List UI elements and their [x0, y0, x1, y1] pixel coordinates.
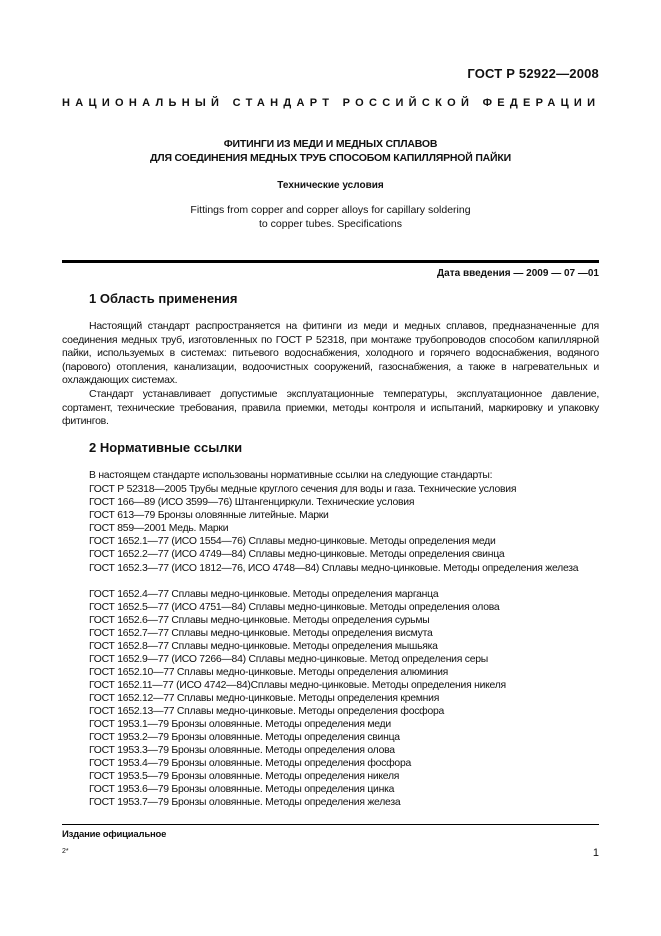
reference-item: ГОСТ 1652.4—77 Сплавы медно-цинковые. Методы определения марганца [89, 589, 439, 600]
reference-item: ГОСТ 1652.9—77 (ИСО 7266—84) Сплавы медно-цинковые. Метод определения серы [89, 654, 488, 665]
sheet-mark: 2* [62, 848, 69, 855]
reference-item: ГОСТ 1953.6—79 Бронзы оловянные. Методы определения цинка [89, 784, 395, 795]
page-number: 1 [592, 847, 599, 859]
english-title-line-2: to copper tubes. Specifications [258, 218, 402, 230]
section-2-intro: В настоящем стандарте использованы нормативные ссылки на следующие стандарты: [89, 470, 493, 481]
reference-item: ГОСТ 1652.6—77 Сплавы медно-цинковые. Методы определения сурьмы [89, 615, 430, 626]
reference-item: ГОСТ 1953.4—79 Бронзы оловянные. Методы определения фосфора [89, 758, 412, 769]
header-rule [62, 260, 599, 263]
subtitle: Технические условия [277, 180, 384, 191]
section-1-heading: 1 Область применения [89, 291, 238, 306]
reference-item: ГОСТ 1652.7—77 Сплавы медно-цинковые. Методы определения висмута [89, 628, 433, 639]
reference-item: ГОСТ 859—2001 Медь. Марки [89, 523, 229, 534]
reference-item: ГОСТ 1652.11—77 (ИСО 4742—84)Сплавы медно-цинковые. Методы определения никеля [89, 680, 506, 691]
reference-item: ГОСТ 1652.10—77 Сплавы медно-цинковые. Методы определения алюминия [89, 667, 449, 678]
reference-item: ГОСТ Р 52318—2005 Трубы медные круглого сечения для воды и газа. Технические условия [89, 484, 517, 495]
reference-item: ГОСТ 1953.5—79 Бронзы оловянные. Методы определения никеля [89, 771, 400, 782]
reference-item: ГОСТ 1652.1—77 (ИСО 1554—76) Сплавы медно-цинковые. Методы определения меди [89, 536, 496, 547]
official-edition-label: Издание официальное [62, 829, 167, 840]
reference-item: ГОСТ 1652.12—77 Сплавы медно-цинковые. Методы определения кремния [89, 693, 440, 704]
reference-item: ГОСТ 1953.1—79 Бронзы оловянные. Методы определения меди [89, 719, 391, 730]
reference-item: ГОСТ 1652.13—77 Сплавы медно-цинковые. Методы определения фосфора [89, 706, 445, 717]
footer-rule [62, 824, 599, 825]
reference-item: ГОСТ 1953.7—79 Бронзы оловянные. Методы определения железа [89, 797, 401, 808]
title-line-1: ФИТИНГИ ИЗ МЕДИ И МЕДНЫХ СПЛАВОВ [223, 138, 438, 150]
reference-item: ГОСТ 1652.5—77 (ИСО 4751—84) Сплавы медно-цинковые. Методы определения олова [89, 602, 500, 613]
reference-item: ГОСТ 1652.2—77 (ИСО 4749—84) Сплавы медно-цинковые. Методы определения свинца [89, 549, 505, 560]
section-1-paragraph-2: Стандарт устанавливает допустимые эксплуатационные температуры, эксплуатационное давление, сортамент, технические требования, правила приемки, методы контроля и испытаний, маркировку и упаковку фитингов. [62, 388, 599, 428]
section-2-heading: 2 Нормативные ссылки [89, 440, 243, 455]
reference-item: ГОСТ 1953.2—79 Бронзы оловянные. Методы определения свинца [89, 732, 400, 743]
national-standard-banner: НАЦИОНАЛЬНЫЙ СТАНДАРТ РОССИЙСКОЙ ФЕДЕРАЦИИ [62, 97, 601, 109]
reference-item: ГОСТ 1953.3—79 Бронзы оловянные. Методы определения олова [89, 745, 395, 756]
introduction-date: Дата введения — 2009 — 07 —01 [437, 268, 599, 279]
section-1-paragraph-1: Настоящий стандарт распространяется на фитинги из меди и медных сплавов, предназначенные для соединения медных труб, изготовленных по ГОСТ Р 52318, при монтаже трубопроводов способом капиллярной пайки, используемых в системах: питьевого водоснабжения, холодного и горячего водоснабжения, водяного (парового) отопления, канализации, водоочистных сооружений, газоснабжения, а также в нагревательных и охлаждающих системах. [62, 320, 599, 387]
document-code: ГОСТ Р 52922—2008 [467, 66, 599, 81]
english-title-line-1: Fittings from copper and copper alloys for capillary soldering [190, 204, 471, 216]
reference-item: ГОСТ 1652.3—77 (ИСО 1812—76, ИСО 4748—84) Сплавы медно-цинковые. Методы определения железа [89, 563, 579, 574]
reference-item: ГОСТ 613—79 Бронзы оловянные литейные. Марки [89, 510, 329, 521]
reference-item: ГОСТ 166—89 (ИСО 3599—76) Штангенциркули. Технические условия [89, 497, 415, 508]
title-line-2: ДЛЯ СОЕДИНЕНИЯ МЕДНЫХ ТРУБ СПОСОБОМ КАПИЛЛЯРНОЙ ПАЙКИ [150, 152, 511, 164]
reference-item: ГОСТ 1652.8—77 Сплавы медно-цинковые. Методы определения мышьяка [89, 641, 438, 652]
